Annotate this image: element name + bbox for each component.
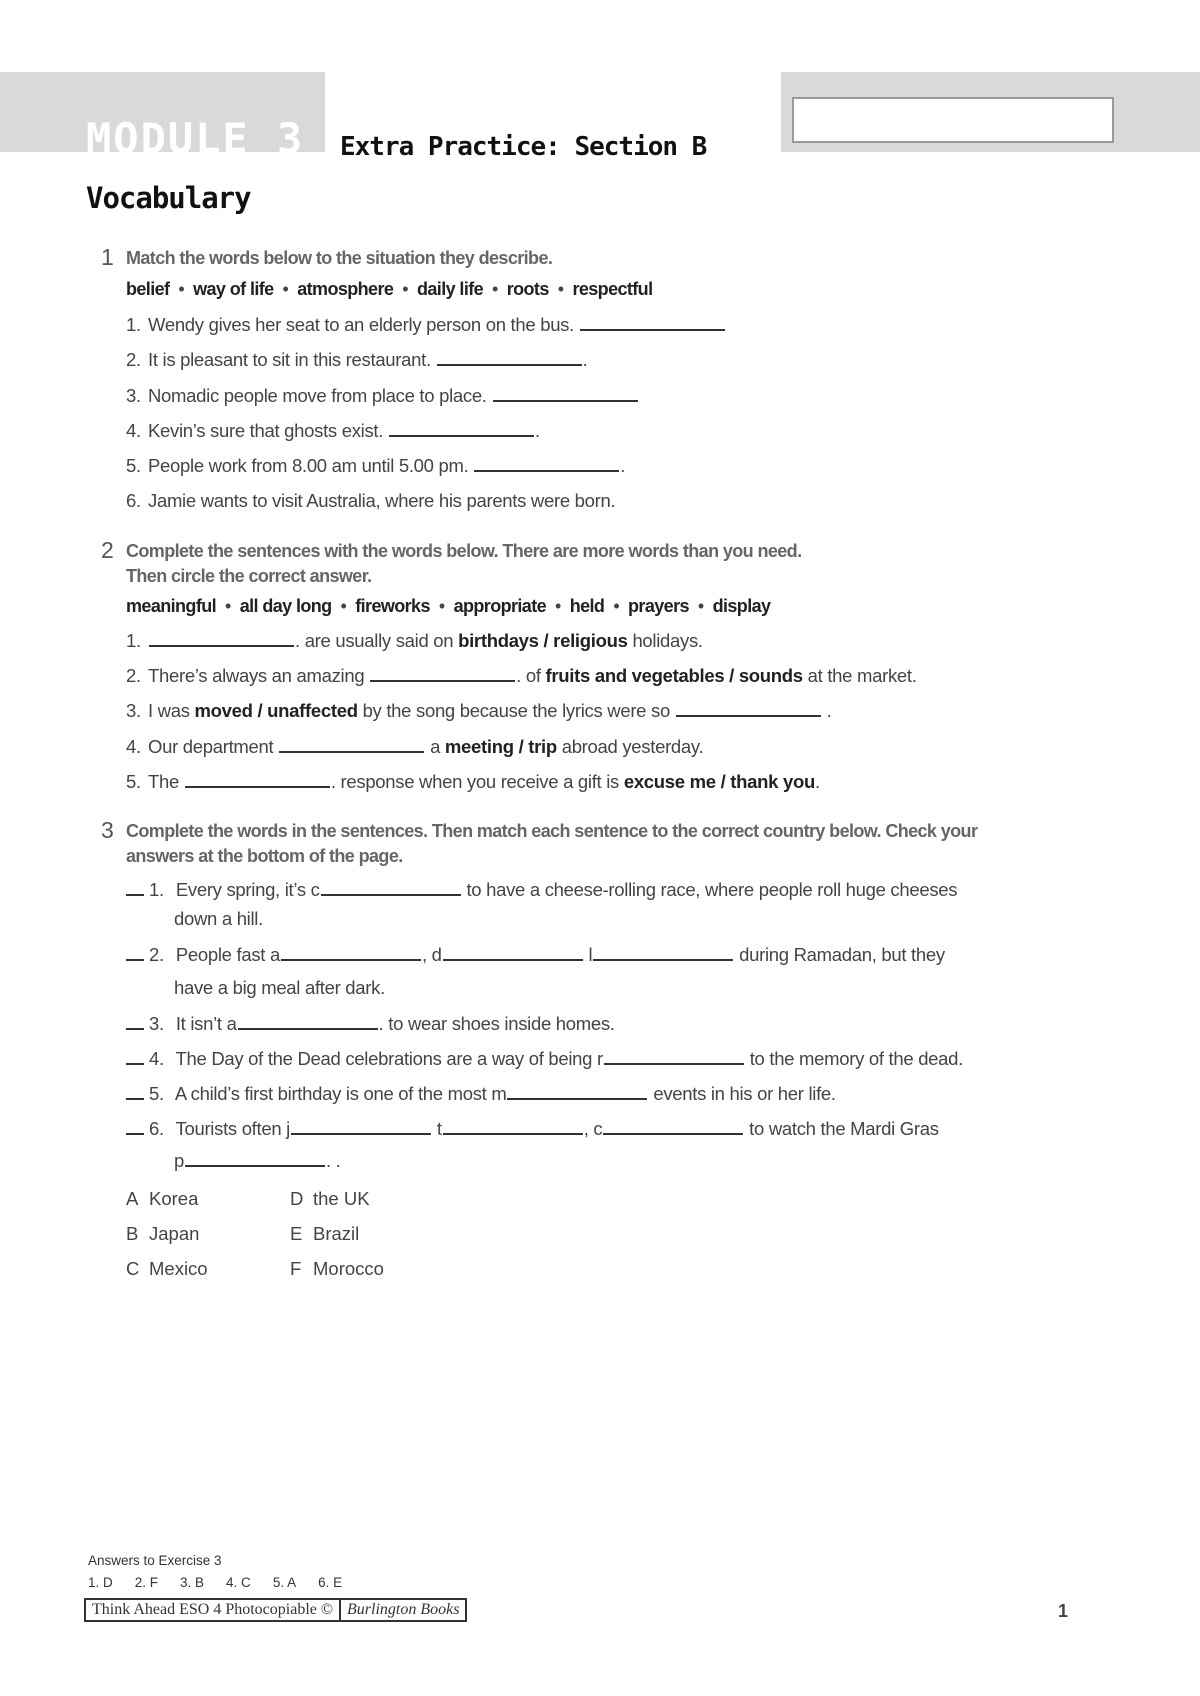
answer-blank[interactable] [580, 317, 725, 331]
exercise-3-item: 3. It isn’t a . to wear shoes inside homes. [126, 1013, 615, 1035]
copyright-box [84, 1598, 467, 1622]
word-bank-item: belief [126, 279, 170, 299]
exercise-2-item: 2. There’s always an amazing . of fruits and vegetables / sounds at the market. [126, 665, 917, 686]
copyright-text: Think Ahead ESO 4 Photocopiable © [86, 1600, 341, 1620]
answer-choice[interactable]: excuse me / thank you [623, 771, 815, 792]
exercise-1-item: 4. Kevin’s sure that ghosts exist. . [126, 420, 540, 441]
answer-blank[interactable] [676, 703, 821, 717]
module-label: MODULE 3 [86, 114, 305, 163]
match-blank[interactable] [126, 882, 144, 896]
exercise-3-item: 5. A child’s first birthday is one of the most m events in his or her life. [126, 1083, 836, 1105]
exercise-2-item: 5. The . response when you receive a gift is excuse me / thank you. [126, 771, 820, 792]
page-title: Extra Practice: Section B [340, 132, 707, 162]
exercise-1-word-bank: belief • way of life • atmosphere • daily life • roots • respectful [126, 279, 653, 299]
exercise-1-item: 6. Jamie wants to visit Australia, where his parents were born. [126, 490, 616, 511]
exercise-3-item-continuation: down a hill. [174, 908, 263, 929]
word-bank-item: display [712, 596, 771, 616]
answer-key: 2. F [134, 1575, 159, 1590]
answers-title: Answers to Exercise 3 [88, 1553, 222, 1568]
country-option: A Korea [126, 1188, 199, 1209]
exercise-2-item: 3. I was moved / unaffected by the song because the lyrics were so . [126, 700, 832, 721]
answers-list [88, 1575, 364, 1590]
exercise-1-number: 1 [101, 244, 114, 270]
answer-blank[interactable] [291, 1121, 431, 1135]
match-blank[interactable] [126, 1016, 144, 1030]
answer-blank[interactable] [474, 458, 619, 472]
answer-blank[interactable] [389, 423, 534, 437]
answer-key: 3. B [180, 1575, 205, 1590]
match-blank[interactable] [126, 1051, 144, 1065]
country-option: B Japan [126, 1223, 200, 1244]
answer-blank[interactable] [238, 1016, 378, 1030]
word-bank-item: prayers [628, 596, 689, 616]
exercise-3-item: 2. People fast a , d l during Ramadan, but they [126, 944, 945, 966]
answer-blank[interactable] [185, 1153, 325, 1167]
publisher-name: Burlington Books [347, 1601, 460, 1618]
exercise-3-item: 6. Tourists often j t , c to watch the Mardi Gras [126, 1118, 939, 1140]
exercise-1-instruction: Match the words below to the situation they describe. [126, 248, 553, 268]
word-bank-item: way of life [193, 279, 274, 299]
exercise-2-word-bank: meaningful • all day long • fireworks • appropriate • held • prayers • display [126, 596, 771, 616]
answer-blank[interactable] [279, 739, 424, 753]
exercise-2-item: 1. . are usually said on birthdays / religious holidays. [126, 630, 703, 651]
exercise-3-item-continuation: p . . [174, 1150, 341, 1171]
exercise-2-item: 4. Our department a meeting / trip abroad yesterday. [126, 736, 704, 757]
answer-choice[interactable]: birthdays / religious [458, 630, 628, 651]
word-bank-item: roots [506, 279, 549, 299]
name-field-box[interactable] [792, 97, 1114, 143]
answer-blank[interactable] [603, 1121, 743, 1135]
word-bank-item: meaningful [126, 596, 217, 616]
exercise-2-instruction: Complete the sentences with the words below. There are more words than you need. Then circle the correct answer. [126, 541, 802, 586]
answer-blank[interactable] [443, 1121, 583, 1135]
answer-blank[interactable] [281, 947, 421, 961]
answer-key: 5. A [272, 1575, 297, 1590]
answer-blank[interactable] [437, 352, 582, 366]
answer-blank[interactable] [604, 1051, 744, 1065]
exercise-3-item-continuation: have a big meal after dark. [174, 977, 385, 998]
exercise-3-item: 1. Every spring, it’s c to have a cheese-rolling race, where people roll huge cheeses [126, 879, 957, 901]
word-bank-item: appropriate [453, 596, 547, 616]
exercise-1-item: 5. People work from 8.00 am until 5.00 pm. . [126, 455, 626, 476]
answer-blank[interactable] [321, 882, 461, 896]
section-heading: Vocabulary [86, 181, 251, 215]
answer-choice[interactable]: meeting / trip [444, 736, 557, 757]
answer-key: 1. D [88, 1575, 113, 1590]
word-bank-item: held [569, 596, 605, 616]
answer-key: 6. E [318, 1575, 343, 1590]
answer-choice[interactable]: fruits and vegetables / sounds [545, 665, 803, 686]
country-option: F Morocco [290, 1258, 384, 1279]
match-blank[interactable] [126, 1086, 144, 1100]
answer-blank[interactable] [370, 668, 515, 682]
exercise-1-item: 1. Wendy gives her seat to an elderly person on the bus. [126, 314, 726, 336]
exercise-1-item: 3. Nomadic people move from place to place. [126, 385, 639, 407]
answer-blank[interactable] [507, 1086, 647, 1100]
country-option: E Brazil [290, 1223, 360, 1244]
exercise-3-instruction: Complete the words in the sentences. Then match each sentence to the correct country below. Check your answers at the bottom of the page. [126, 821, 978, 866]
word-bank-item: atmosphere [297, 279, 394, 299]
answer-choice[interactable]: moved / unaffected [194, 700, 358, 721]
exercise-2-number: 2 [101, 537, 114, 563]
exercise-3-item: 4. The Day of the Dead celebrations are a way of being r to the memory of the dead. [126, 1048, 963, 1070]
match-blank[interactable] [126, 947, 144, 961]
answer-blank[interactable] [443, 947, 583, 961]
answer-key: 4. C [226, 1575, 251, 1590]
country-option: C Mexico [126, 1258, 208, 1279]
match-blank[interactable] [126, 1121, 144, 1135]
word-bank-item: daily life [417, 279, 484, 299]
answer-blank[interactable] [593, 947, 733, 961]
word-bank-item: fireworks [355, 596, 430, 616]
word-bank-item: all day long [239, 596, 332, 616]
exercise-1-item: 2. It is pleasant to sit in this restaurant. . [126, 349, 588, 370]
page-number: 1 [1058, 1601, 1069, 1621]
word-bank-item: respectful [572, 279, 653, 299]
answer-blank[interactable] [493, 388, 638, 402]
answer-blank[interactable] [185, 774, 330, 788]
exercise-3-number: 3 [101, 817, 114, 843]
country-option: D the UK [290, 1188, 370, 1209]
answer-blank[interactable] [149, 633, 294, 647]
